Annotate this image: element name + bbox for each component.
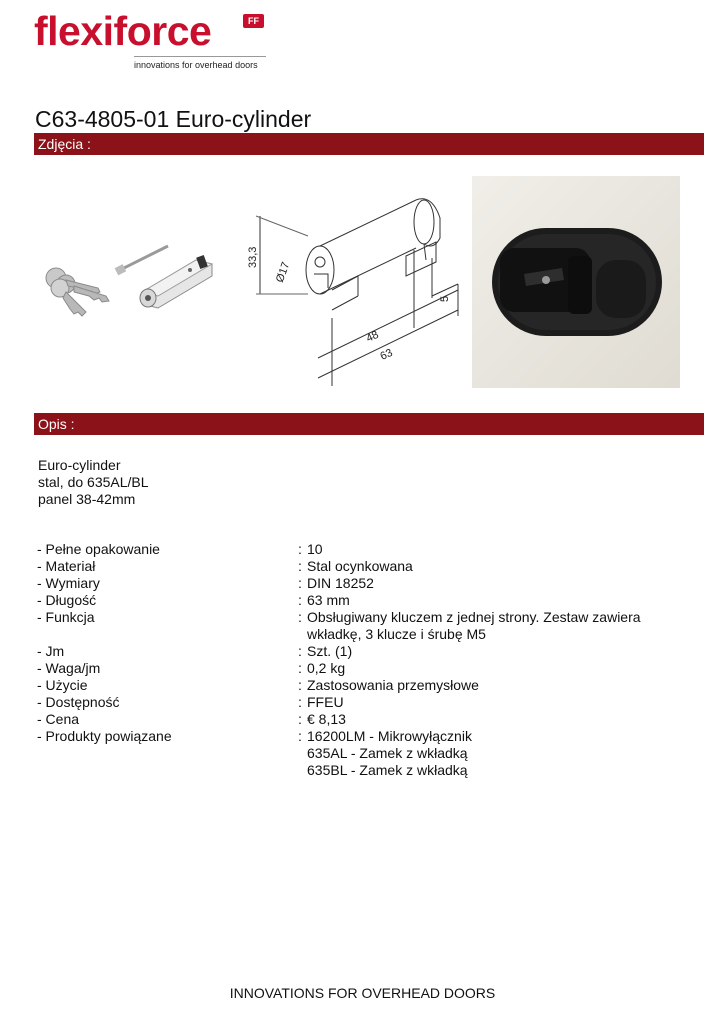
spec-separator: : bbox=[298, 643, 302, 659]
spec-value bbox=[307, 575, 677, 592]
spec-label: - Pełne opakowanie bbox=[37, 541, 160, 557]
spec-row bbox=[37, 711, 677, 728]
spec-row bbox=[37, 558, 677, 575]
spec-value bbox=[307, 609, 677, 643]
spec-separator: : bbox=[298, 677, 302, 693]
spec-row bbox=[37, 643, 677, 660]
dim-height-label: 33,3 bbox=[248, 246, 259, 268]
description-text bbox=[38, 457, 149, 508]
spec-label: - Materiał bbox=[37, 558, 96, 574]
spec-value bbox=[307, 541, 677, 558]
spec-value-line: FFEU bbox=[307, 694, 344, 710]
spec-value bbox=[307, 728, 677, 779]
description-line: stal, do 635AL/BL bbox=[38, 474, 149, 490]
description-line: panel 38-42mm bbox=[38, 491, 136, 507]
spec-separator: : bbox=[298, 711, 302, 727]
dim-inner-label: 48 bbox=[364, 328, 381, 345]
spec-value-line: Stal ocynkowana bbox=[307, 558, 413, 574]
specification-table bbox=[37, 541, 677, 779]
spec-label: - Produkty powiązane bbox=[37, 728, 172, 744]
dim-total-label: 63 bbox=[378, 346, 395, 363]
spec-value bbox=[307, 711, 677, 728]
spec-value-line: € 8,13 bbox=[307, 711, 346, 727]
spec-row bbox=[37, 660, 677, 677]
spec-label: - Jm bbox=[37, 643, 65, 659]
spec-row bbox=[37, 609, 677, 643]
spec-value-line: 63 mm bbox=[307, 592, 350, 608]
spec-row bbox=[37, 728, 677, 779]
spec-separator: : bbox=[298, 660, 302, 676]
logo-wordmark: flexiforce bbox=[34, 8, 212, 54]
page-title: C63-4805-01 Euro-cylinder bbox=[35, 106, 312, 132]
dim-small-label: 5 bbox=[439, 295, 451, 302]
spec-row bbox=[37, 541, 677, 558]
spec-row bbox=[37, 694, 677, 711]
spec-separator: : bbox=[298, 541, 302, 557]
spec-separator: : bbox=[298, 575, 302, 591]
spec-value-line: 10 bbox=[307, 541, 323, 557]
logo-tagline: innovations for overhead doors bbox=[134, 60, 258, 70]
spec-label: - Funkcja bbox=[37, 609, 95, 625]
spec-value-line: wkładkę, 3 klucze i śrubę M5 bbox=[307, 626, 486, 642]
spec-separator: : bbox=[298, 609, 302, 625]
product-photo-cylinder-keys bbox=[36, 236, 236, 326]
spec-value bbox=[307, 660, 677, 677]
spec-value-line: 635AL - Zamek z wkładką bbox=[307, 745, 468, 761]
page-footer: INNOVATIONS FOR OVERHEAD DOORS bbox=[229, 985, 496, 1001]
logo-divider bbox=[134, 56, 266, 57]
spec-value-line: DIN 18252 bbox=[307, 575, 374, 591]
brand-logo bbox=[34, 8, 274, 70]
spec-label: - Długość bbox=[37, 592, 97, 608]
spec-value-line: Zastosowania przemysłowe bbox=[307, 677, 479, 693]
spec-value bbox=[307, 643, 677, 660]
logo-badge: FF bbox=[243, 14, 264, 28]
spec-value bbox=[307, 694, 677, 711]
spec-label: - Wymiary bbox=[37, 575, 100, 591]
spec-row bbox=[37, 575, 677, 592]
spec-value-line: Obsługiwany kluczem z jednej strony. Zestaw zawiera bbox=[307, 609, 641, 625]
spec-value-line: 16200LM - Mikrowyłącznik bbox=[307, 728, 472, 744]
section-header-description: Opis : bbox=[34, 413, 704, 435]
section-header-photos: Zdjęcia : bbox=[34, 133, 704, 155]
spec-value-line: 0,2 kg bbox=[307, 660, 346, 676]
spec-label: - Cena bbox=[37, 711, 80, 727]
spec-value bbox=[307, 558, 677, 575]
description-line: Euro-cylinder bbox=[38, 457, 121, 473]
spec-value bbox=[307, 592, 677, 609]
spec-separator: : bbox=[298, 694, 302, 710]
spec-separator: : bbox=[298, 558, 302, 574]
spec-value bbox=[307, 677, 677, 694]
spec-value-line: 635BL - Zamek z wkładką bbox=[307, 762, 468, 778]
spec-label: - Dostępność bbox=[37, 694, 120, 710]
spec-row bbox=[37, 592, 677, 609]
spec-label: - Waga/jm bbox=[37, 660, 101, 676]
spec-label: - Użycie bbox=[37, 677, 88, 693]
technical-drawing bbox=[248, 178, 468, 388]
spec-separator: : bbox=[298, 728, 302, 744]
spec-value-line: Szt. (1) bbox=[307, 643, 353, 659]
dim-diameter-label: Ø17 bbox=[273, 260, 293, 285]
spec-row bbox=[37, 677, 677, 694]
product-photo-installed bbox=[472, 176, 680, 388]
spec-separator: : bbox=[298, 592, 302, 608]
